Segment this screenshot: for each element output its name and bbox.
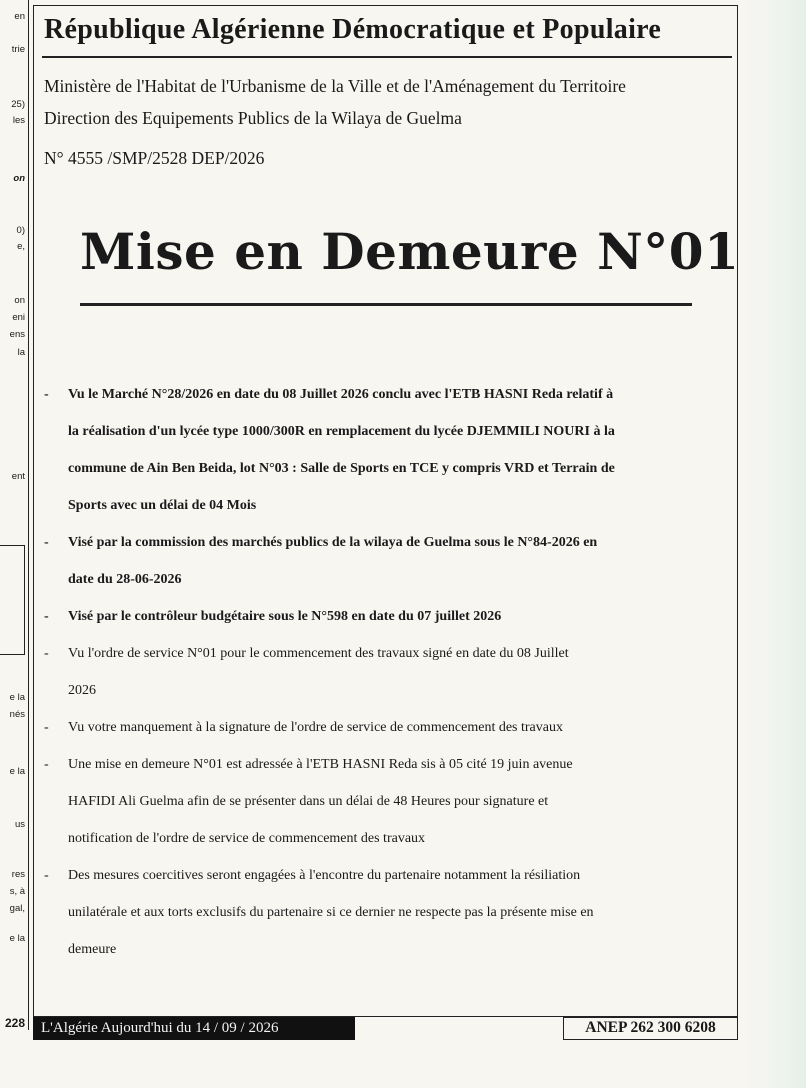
fragment-text: 25) [11,99,25,110]
notice-item [40,598,740,635]
item-line: Des mesures coercitives seront engagées à l'encontre du partenaire notamment la résiliation [68,868,581,883]
fragment-text: on [13,173,25,184]
fragment-box [0,545,25,655]
notice-item [40,635,740,709]
item-line: demeure [68,942,117,957]
fragment-text: gal, [9,903,25,914]
fragment-text: 0) [16,225,25,236]
item-line: Visé par le contrôleur budgétaire sous le N°598 en date du 07 juillet 2026 [68,609,502,624]
anep-reference: ANEP 262 300 6208 [563,1017,738,1040]
page-number-fragment: 228 [4,1016,25,1030]
fragment-text: en [14,11,25,22]
item-line: Une mise en demeure N°01 est adressée à l'ETB HASNI Reda sis à 05 cité 19 juin avenue [68,757,573,772]
item-line: Sports avec un délai de 04 Mois [68,498,257,513]
notice-items [40,376,740,968]
notice-item [40,746,740,857]
fragment-text: e la [9,766,25,777]
fragment-text: on [14,295,25,306]
fragment-text: les [12,115,25,126]
fragment-text: ens [9,329,25,340]
item-line: date du 28-06-2026 [68,572,182,587]
notice-item [40,524,740,598]
fragment-text: ent [11,471,25,482]
notice-item [40,857,740,968]
title-underline [80,303,692,306]
item-line: Visé par la commission des marchés publics de la wilaya de Guelma sous le N°84-2026 en [68,535,598,550]
item-line: 2026 [68,683,96,698]
reference-number: N° 4555 /SMP/2528 DEP/2026 [44,148,265,168]
paper-edge [746,0,806,1088]
item-line: Vu l'ordre de service N°01 pour le commencement des travaux signé en date du 08 Juillet [68,646,569,661]
bullet-dash: - [44,720,49,735]
fragment-text: e, [17,241,25,252]
fragment-text: la [17,347,25,358]
notice-item [40,376,740,524]
fragment-text: res [11,869,25,880]
bullet-dash: - [44,609,49,624]
item-line: commune de Ain Ben Beida, lot N°03 : Salle de Sports en TCE y compris VRD et Terrain de [68,461,615,476]
republic-heading: République Algérienne Démocratique et Populaire [44,14,662,45]
item-line: unilatérale et aux torts exclusifs du partenaire si ce dernier ne respecte pas la présente mise en [68,905,594,920]
item-line: la réalisation d'un lycée type 1000/300R en remplacement du lycée DJEMMILI NOURI à la [68,424,615,439]
item-line: HAFIDI Ali Guelma afin de se présenter dans un délai de 48 Heures pour signature et [68,794,549,809]
ministry-line: Ministère de l'Habitat de l'Urbanisme de la Ville et de l'Aménagement du Territoire [44,76,626,96]
item-line: notification de l'ordre de service de commencement des travaux [68,831,426,846]
fragment-text: eni [12,312,25,323]
fragment-text: e la [9,933,25,944]
fragment-text: us [14,819,25,830]
item-line: Vu le Marché N°28/2026 en date du 08 Juillet 2026 conclu avec l'ETB HASNI Reda relatif à [68,387,614,402]
newspaper-banner: L'Algérie Aujourd'hui du 14 / 09 / 2026 [33,1017,355,1040]
bullet-dash: - [44,757,49,772]
bullet-dash: - [44,646,49,661]
notice-title: Mise en Demeure N°01 [80,222,740,281]
fragment-text: e la [9,692,25,703]
bullet-dash: - [44,535,49,550]
adjacent-column-fragment [0,0,29,1030]
direction-line: Direction des Equipements Publics de la Wilaya de Guelma [44,108,462,128]
notice-item [40,709,740,746]
heading-divider [42,56,732,58]
bullet-dash: - [44,387,49,402]
fragment-text: s, à [9,886,25,897]
item-line: Vu votre manquement à la signature de l'ordre de service de commencement des travaux [68,720,563,735]
fragment-text: trie [11,44,25,55]
fragment-text: nés [9,709,25,720]
bullet-dash: - [44,868,49,883]
